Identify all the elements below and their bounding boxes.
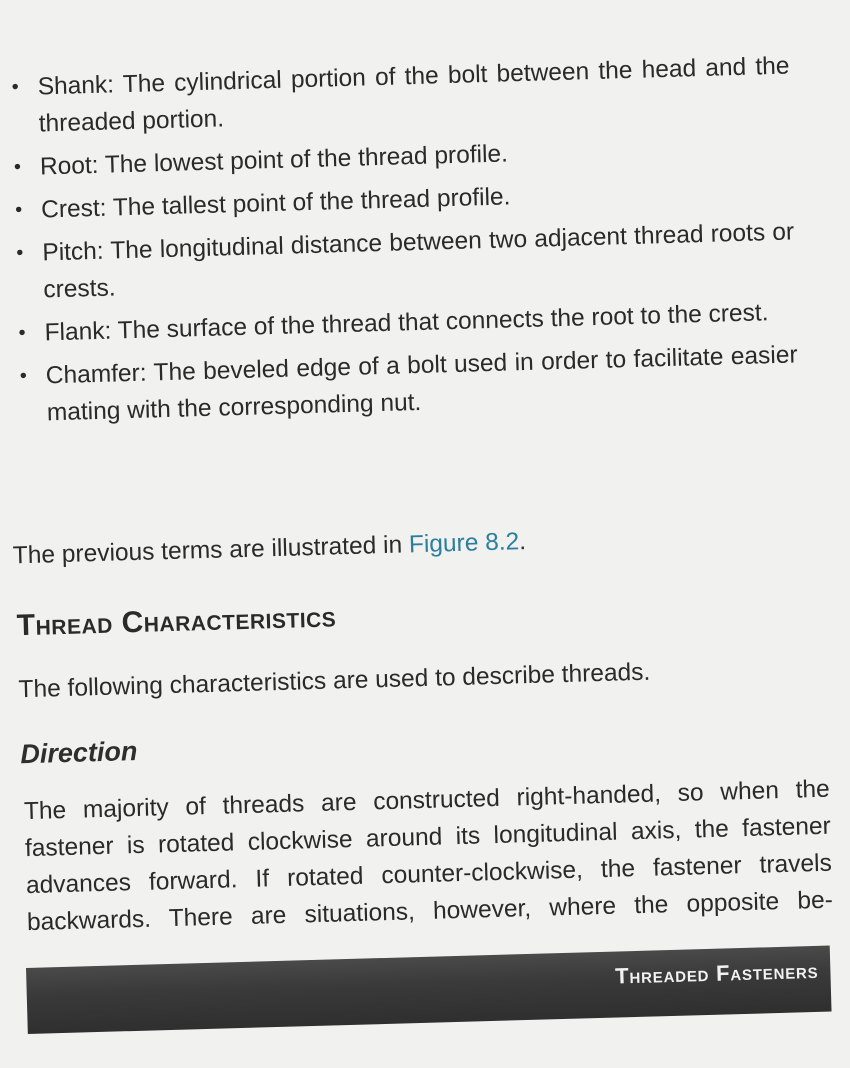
term-pitch: Pitch: The longitudinal distance between two adjacent thread roots or crests. — [42, 218, 795, 304]
subsection-heading: Direction — [19, 735, 138, 770]
term-root: Root: The lowest point of the thread profile. — [39, 140, 509, 181]
direction-paragraph: The majority of threads are constructed right-handed, so when the fastener is rotated clockwise around its longitudinal axis, the fastener advances forward. If rotated counter-clockwise, the fastener travels backwards. There are situations, however, where the opposite be- — [23, 775, 834, 937]
bullet-icon: • — [19, 364, 28, 388]
bullet-icon: • — [11, 76, 20, 99]
list-item — [17, 336, 799, 432]
reference-suffix: . — [518, 528, 527, 556]
figure-reference-paragraph — [12, 517, 813, 573]
list-item — [14, 213, 796, 309]
term-flank: Flank: The surface of the thread that connects the root to the crest. — [44, 299, 769, 347]
term-crest: Crest: The tallest point of the thread profile. — [40, 183, 511, 224]
figure-link[interactable]: Figure 8.2 — [408, 528, 520, 559]
term-shank: Shank: The cylindrical portion of the bolt between the head and the threaded portion. — [37, 52, 790, 138]
bullet-icon: • — [14, 198, 23, 222]
section-intro: The following characteristics are used to describe threads. — [18, 658, 651, 704]
list-item — [9, 48, 791, 144]
bullet-icon: • — [18, 321, 26, 345]
reference-prefix: The previous terms are illustrated in — [12, 531, 410, 570]
section-heading: Thread Characteristics — [16, 600, 337, 643]
footer-chapter-title: Threaded Fasteners — [614, 957, 819, 989]
term-chamfer: Chamfer: The beveled edge of a bolt used in order to facilitate easier mating with the corresponding nut. — [45, 341, 798, 427]
terms-list — [9, 48, 799, 439]
bullet-icon: • — [13, 156, 22, 179]
bullet-icon: • — [16, 241, 24, 265]
